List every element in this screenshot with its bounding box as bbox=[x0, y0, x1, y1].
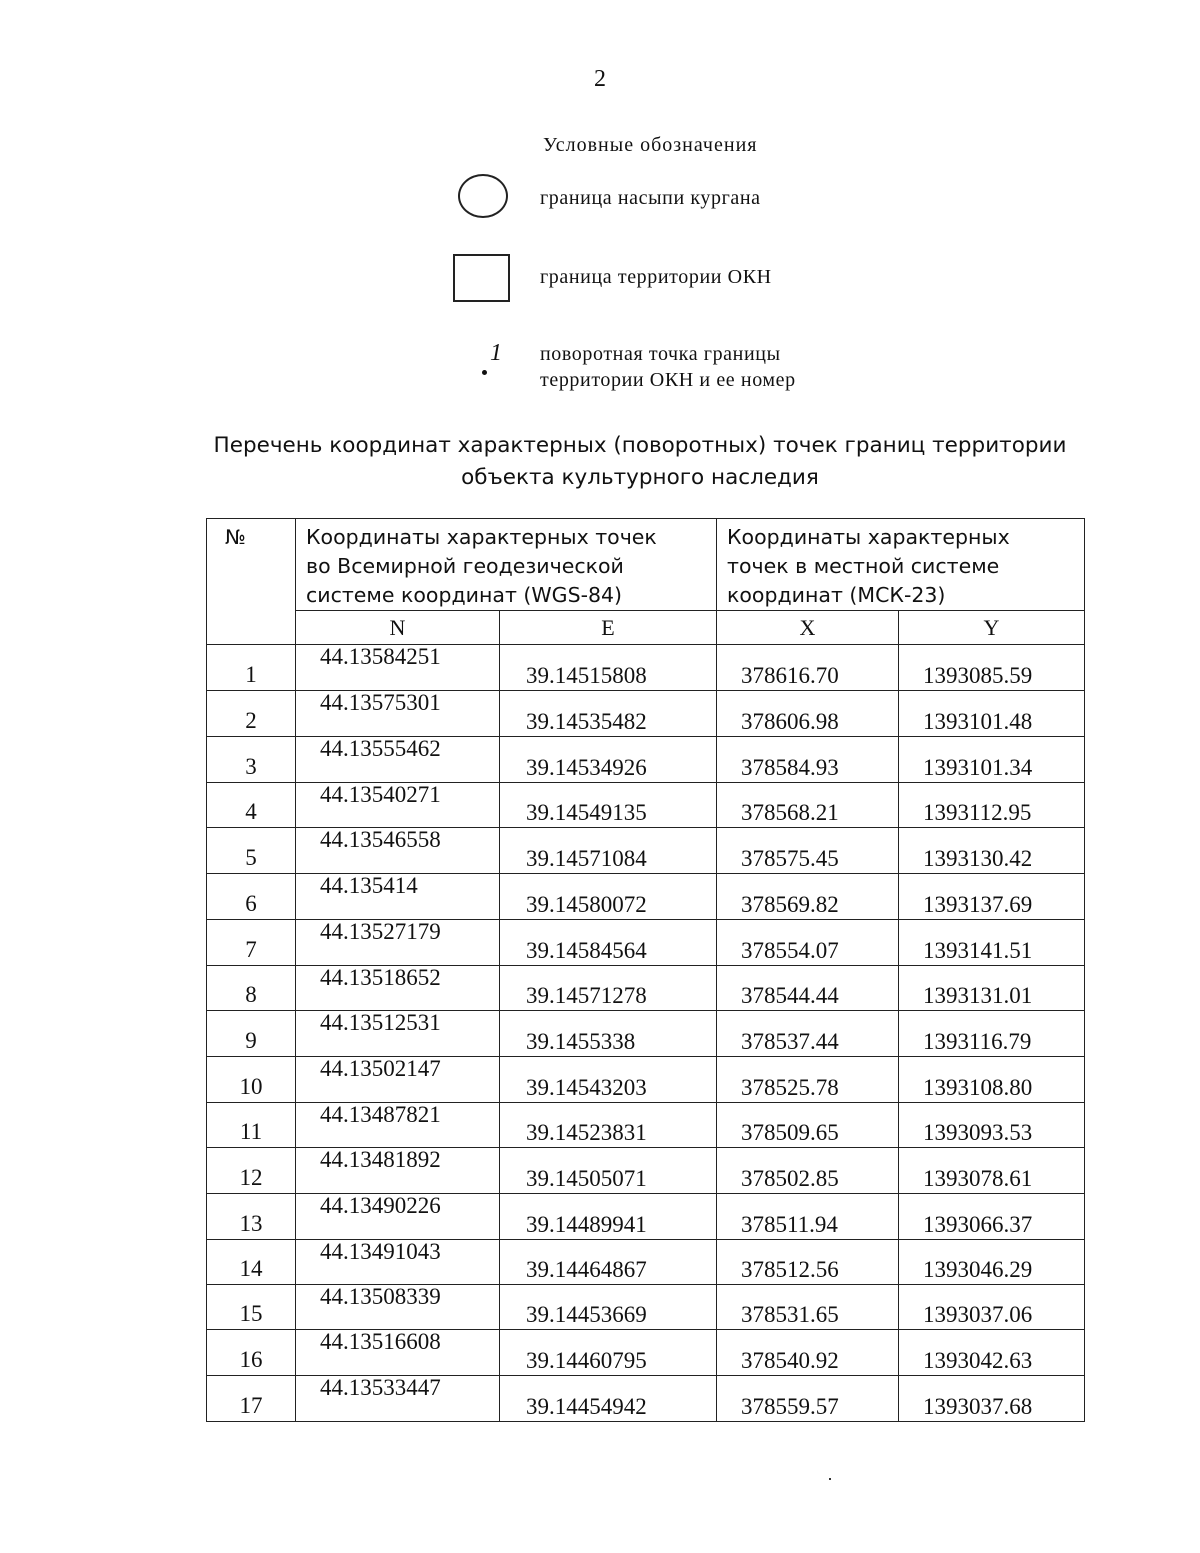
cell-x: 378569.82 bbox=[717, 874, 899, 920]
cell-n: 44.13527179 bbox=[296, 920, 500, 966]
table-row bbox=[207, 1057, 1085, 1103]
cell-x: 378511.94 bbox=[717, 1194, 899, 1240]
cell-e: 39.14543203 bbox=[500, 1057, 717, 1103]
header-msk23-line: точек в местной системе bbox=[727, 554, 1000, 578]
cell-n: 44.13518652 bbox=[296, 966, 500, 1011]
cell-x: 378606.98 bbox=[717, 691, 899, 737]
cell-x: 378537.44 bbox=[717, 1011, 899, 1057]
coordinates-table bbox=[206, 518, 1085, 1422]
cell-e: 39.1455338 bbox=[500, 1011, 717, 1057]
legend-title: Условные обозначения bbox=[543, 134, 758, 156]
cell-y: 1393141.51 bbox=[899, 920, 1085, 966]
cell-y: 1393137.69 bbox=[899, 874, 1085, 920]
table-row bbox=[207, 1240, 1085, 1285]
cell-n: 44.13481892 bbox=[296, 1148, 500, 1194]
cell-e: 39.14505071 bbox=[500, 1148, 717, 1194]
table-row bbox=[207, 1285, 1085, 1330]
cell-n: 44.13546558 bbox=[296, 828, 500, 874]
row-number: 16 bbox=[207, 1330, 296, 1376]
cell-e: 39.14464867 bbox=[500, 1240, 717, 1285]
header-wgs84-line: во Всемирной геодезической bbox=[306, 554, 624, 578]
point-number-sample: 1 bbox=[490, 340, 502, 366]
cell-e: 39.14523831 bbox=[500, 1103, 717, 1148]
page-number: 2 bbox=[594, 66, 606, 92]
heading-line-1: Перечень координат характерных (поворотных) точек границ территории bbox=[213, 433, 1067, 458]
row-number: 1 bbox=[207, 645, 296, 691]
cell-e: 39.14515808 bbox=[500, 645, 717, 691]
cell-e: 39.14571278 bbox=[500, 966, 717, 1011]
table-row bbox=[207, 783, 1085, 828]
point-icon bbox=[482, 370, 487, 375]
cell-n: 44.13540271 bbox=[296, 783, 500, 828]
cell-y: 1393130.42 bbox=[899, 828, 1085, 874]
heading-line-2: объекта культурного наследия bbox=[461, 465, 819, 490]
cell-y: 1393101.48 bbox=[899, 691, 1085, 737]
table-row bbox=[207, 1011, 1085, 1057]
square-icon bbox=[453, 254, 510, 302]
table-row bbox=[207, 966, 1085, 1011]
row-number: 6 bbox=[207, 874, 296, 920]
row-number: 8 bbox=[207, 966, 296, 1011]
table-row bbox=[207, 691, 1085, 737]
cell-n: 44.13575301 bbox=[296, 691, 500, 737]
row-number: 12 bbox=[207, 1148, 296, 1194]
row-number: 15 bbox=[207, 1285, 296, 1330]
cell-x: 378540.92 bbox=[717, 1330, 899, 1376]
cell-x: 378554.07 bbox=[717, 920, 899, 966]
cell-e: 39.14580072 bbox=[500, 874, 717, 920]
cell-x: 378559.57 bbox=[717, 1376, 899, 1422]
header-wgs84-line: системе координат (WGS-84) bbox=[306, 583, 623, 607]
cell-n: 44.135414 bbox=[296, 874, 500, 920]
cell-e: 39.14549135 bbox=[500, 783, 717, 828]
cell-x: 378531.65 bbox=[717, 1285, 899, 1330]
row-number: 14 bbox=[207, 1240, 296, 1285]
cell-y: 1393131.01 bbox=[899, 966, 1085, 1011]
cell-e: 39.14454942 bbox=[500, 1376, 717, 1422]
circle-icon bbox=[458, 174, 508, 218]
cell-n: 44.13508339 bbox=[296, 1285, 500, 1330]
table-row bbox=[207, 1330, 1085, 1376]
table-row bbox=[207, 920, 1085, 966]
header-msk23-line: координат (МСК-23) bbox=[727, 583, 946, 607]
row-number: 17 bbox=[207, 1376, 296, 1422]
table-row bbox=[207, 737, 1085, 783]
row-number: 7 bbox=[207, 920, 296, 966]
legend-label-mound: граница насыпи кургана bbox=[540, 187, 761, 209]
cell-y: 1393116.79 bbox=[899, 1011, 1085, 1057]
cell-n: 44.13487821 bbox=[296, 1103, 500, 1148]
cell-n: 44.13533447 bbox=[296, 1376, 500, 1422]
subheader-x: X bbox=[717, 611, 899, 645]
table-row bbox=[207, 645, 1085, 691]
cell-y: 1393066.37 bbox=[899, 1194, 1085, 1240]
subheader-n: N bbox=[296, 611, 500, 645]
cell-e: 39.14453669 bbox=[500, 1285, 717, 1330]
table-row bbox=[207, 1194, 1085, 1240]
cell-y: 1393093.53 bbox=[899, 1103, 1085, 1148]
cell-x: 378509.65 bbox=[717, 1103, 899, 1148]
cell-y: 1393046.29 bbox=[899, 1240, 1085, 1285]
cell-e: 39.14489941 bbox=[500, 1194, 717, 1240]
table-row bbox=[207, 874, 1085, 920]
row-number: 11 bbox=[207, 1103, 296, 1148]
cell-x: 378616.70 bbox=[717, 645, 899, 691]
row-number: 5 bbox=[207, 828, 296, 874]
subheader-e: E bbox=[500, 611, 717, 645]
cell-n: 44.13502147 bbox=[296, 1057, 500, 1103]
table-row bbox=[207, 828, 1085, 874]
row-number: 2 bbox=[207, 691, 296, 737]
legend-label-point-line1: поворотная точка границы bbox=[540, 343, 781, 365]
row-number: 9 bbox=[207, 1011, 296, 1057]
row-number: 3 bbox=[207, 737, 296, 783]
row-number: 4 bbox=[207, 783, 296, 828]
cell-y: 1393037.06 bbox=[899, 1285, 1085, 1330]
cell-y: 1393085.59 bbox=[899, 645, 1085, 691]
cell-x: 378584.93 bbox=[717, 737, 899, 783]
legend-label-territory: граница территории ОКН bbox=[540, 266, 772, 288]
table-body bbox=[207, 645, 1085, 1422]
cell-n: 44.13584251 bbox=[296, 645, 500, 691]
cell-y: 1393112.95 bbox=[899, 783, 1085, 828]
row-number: 10 bbox=[207, 1057, 296, 1103]
cell-x: 378512.56 bbox=[717, 1240, 899, 1285]
cell-y: 1393042.63 bbox=[899, 1330, 1085, 1376]
cell-x: 378575.45 bbox=[717, 828, 899, 874]
legend-label-point-line2: территории ОКН и ее номер bbox=[540, 369, 796, 391]
cell-e: 39.14460795 bbox=[500, 1330, 717, 1376]
cell-x: 378525.78 bbox=[717, 1057, 899, 1103]
cell-x: 378502.85 bbox=[717, 1148, 899, 1194]
cell-e: 39.14584564 bbox=[500, 920, 717, 966]
table-row bbox=[207, 1376, 1085, 1422]
table-row bbox=[207, 1103, 1085, 1148]
header-number: № bbox=[207, 519, 296, 645]
subheader-y: Y bbox=[899, 611, 1085, 645]
cell-e: 39.14535482 bbox=[500, 691, 717, 737]
header-msk23-line: Координаты характерных bbox=[727, 525, 1010, 549]
cell-n: 44.13555462 bbox=[296, 737, 500, 783]
cell-x: 378568.21 bbox=[717, 783, 899, 828]
cell-e: 39.14571084 bbox=[500, 828, 717, 874]
cell-y: 1393037.68 bbox=[899, 1376, 1085, 1422]
cell-n: 44.13516608 bbox=[296, 1330, 500, 1376]
header-wgs84-line: Координаты характерных точек bbox=[306, 525, 657, 549]
cell-y: 1393078.61 bbox=[899, 1148, 1085, 1194]
header-msk23 bbox=[717, 519, 1085, 611]
row-number: 13 bbox=[207, 1194, 296, 1240]
table-row bbox=[207, 1148, 1085, 1194]
scan-speck bbox=[829, 1478, 831, 1480]
cell-y: 1393101.34 bbox=[899, 737, 1085, 783]
cell-n: 44.13491043 bbox=[296, 1240, 500, 1285]
cell-x: 378544.44 bbox=[717, 966, 899, 1011]
cell-e: 39.14534926 bbox=[500, 737, 717, 783]
header-wgs84 bbox=[296, 519, 717, 611]
cell-n: 44.13490226 bbox=[296, 1194, 500, 1240]
cell-n: 44.13512531 bbox=[296, 1011, 500, 1057]
table-heading bbox=[140, 430, 1140, 494]
cell-y: 1393108.80 bbox=[899, 1057, 1085, 1103]
